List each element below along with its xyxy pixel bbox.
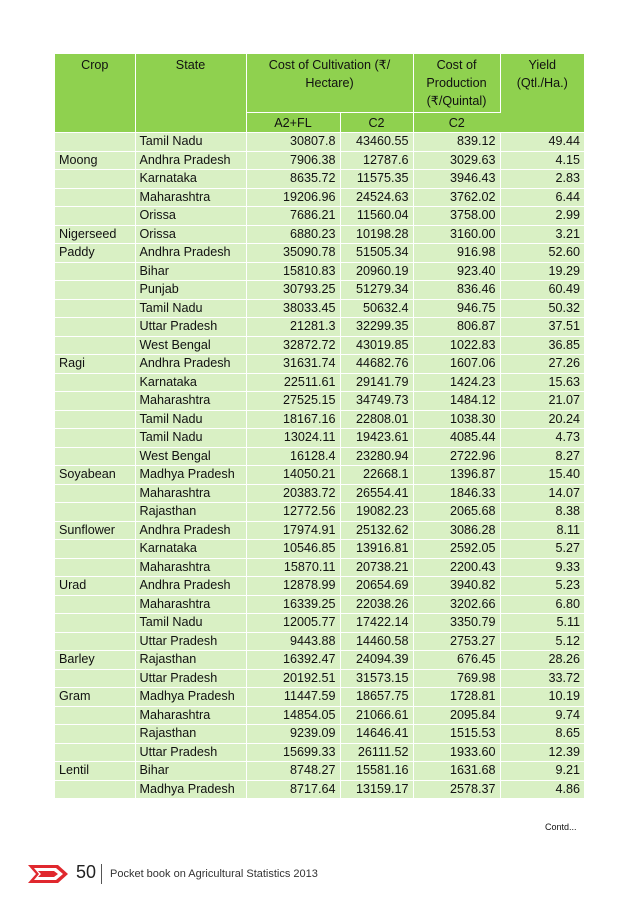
table-row [55, 595, 584, 614]
cell-a2fl: 15699.33 [246, 743, 340, 762]
table-row [55, 336, 584, 355]
cell-crop [55, 373, 135, 392]
cell-state: Karnataka [135, 540, 246, 559]
cell-yield: 2.99 [500, 207, 584, 226]
cell-a2fl: 15870.11 [246, 558, 340, 577]
table-row [55, 318, 584, 337]
cell-a2fl: 10546.85 [246, 540, 340, 559]
cell-c2-production: 1846.33 [413, 484, 500, 503]
cell-c2-cultivation: 21066.61 [340, 706, 413, 725]
cell-c2-production: 946.75 [413, 299, 500, 318]
cell-state: Tamil Nadu [135, 614, 246, 633]
cell-c2-cultivation: 43019.85 [340, 336, 413, 355]
cell-state: Uttar Pradesh [135, 632, 246, 651]
cell-c2-cultivation: 26554.41 [340, 484, 413, 503]
table-row [55, 780, 584, 799]
table-row [55, 299, 584, 318]
cell-state: Madhya Pradesh [135, 688, 246, 707]
header-crop: Crop [55, 54, 135, 133]
cell-c2-production: 806.87 [413, 318, 500, 337]
cell-yield: 49.44 [500, 133, 584, 152]
cell-c2-cultivation: 24524.63 [340, 188, 413, 207]
cell-c2-production: 839.12 [413, 133, 500, 152]
cell-c2-cultivation: 34749.73 [340, 392, 413, 411]
cell-a2fl: 38033.45 [246, 299, 340, 318]
cell-crop [55, 706, 135, 725]
cell-crop [55, 281, 135, 300]
cell-a2fl: 15810.83 [246, 262, 340, 281]
cell-state: Madhya Pradesh [135, 466, 246, 485]
cell-c2-cultivation: 51505.34 [340, 244, 413, 263]
cell-c2-cultivation: 44682.76 [340, 355, 413, 374]
table-row [55, 669, 584, 688]
cell-yield: 9.33 [500, 558, 584, 577]
cell-state: Tamil Nadu [135, 429, 246, 448]
table-row [55, 170, 584, 189]
cell-c2-production: 1728.81 [413, 688, 500, 707]
table-body [55, 133, 584, 799]
cell-a2fl: 12772.56 [246, 503, 340, 522]
cell-yield: 5.11 [500, 614, 584, 633]
cell-crop: Urad [55, 577, 135, 596]
cell-yield: 36.85 [500, 336, 584, 355]
cell-c2-production: 2753.27 [413, 632, 500, 651]
cell-state: Madhya Pradesh [135, 780, 246, 799]
cell-a2fl: 18167.16 [246, 410, 340, 429]
cell-c2-cultivation: 22808.01 [340, 410, 413, 429]
subheader-a2fl: A2+FL [246, 113, 340, 133]
cell-c2-cultivation: 17422.14 [340, 614, 413, 633]
cell-a2fl: 9239.09 [246, 725, 340, 744]
cell-c2-production: 1631.68 [413, 762, 500, 781]
table-row [55, 447, 584, 466]
cell-yield: 4.73 [500, 429, 584, 448]
cell-a2fl: 9443.88 [246, 632, 340, 651]
cell-state: Karnataka [135, 170, 246, 189]
cell-yield: 60.49 [500, 281, 584, 300]
cell-yield: 3.21 [500, 225, 584, 244]
cell-c2-production: 2722.96 [413, 447, 500, 466]
cell-a2fl: 12005.77 [246, 614, 340, 633]
table-row [55, 355, 584, 374]
cell-a2fl: 13024.11 [246, 429, 340, 448]
footer-separator [101, 864, 102, 884]
table-row [55, 558, 584, 577]
cell-c2-cultivation: 23280.94 [340, 447, 413, 466]
book-title: Pocket book on Agricultural Statistics 2013 [110, 868, 318, 880]
cell-c2-production: 676.45 [413, 651, 500, 670]
cell-c2-production: 2578.37 [413, 780, 500, 799]
cell-a2fl: 27525.15 [246, 392, 340, 411]
cell-state: Orissa [135, 225, 246, 244]
cell-crop: Ragi [55, 355, 135, 374]
cell-state: Tamil Nadu [135, 410, 246, 429]
cell-a2fl: 17974.91 [246, 521, 340, 540]
cell-c2-cultivation: 20738.21 [340, 558, 413, 577]
cell-a2fl: 7686.21 [246, 207, 340, 226]
cell-crop [55, 429, 135, 448]
cell-yield: 2.83 [500, 170, 584, 189]
cell-yield: 8.38 [500, 503, 584, 522]
cell-c2-production: 3086.28 [413, 521, 500, 540]
cell-a2fl: 32872.72 [246, 336, 340, 355]
cell-c2-production: 1022.83 [413, 336, 500, 355]
cell-c2-production: 923.40 [413, 262, 500, 281]
table-row [55, 725, 584, 744]
cell-yield: 52.60 [500, 244, 584, 263]
table-row [55, 151, 584, 170]
table-row [55, 410, 584, 429]
cell-a2fl: 19206.96 [246, 188, 340, 207]
cell-c2-cultivation: 12787.6 [340, 151, 413, 170]
cell-c2-cultivation: 22038.26 [340, 595, 413, 614]
cell-state: Uttar Pradesh [135, 318, 246, 337]
cell-c2-cultivation: 18657.75 [340, 688, 413, 707]
cell-state: Punjab [135, 281, 246, 300]
cell-a2fl: 11447.59 [246, 688, 340, 707]
cell-crop [55, 336, 135, 355]
cell-a2fl: 20383.72 [246, 484, 340, 503]
cell-crop: Gram [55, 688, 135, 707]
cell-yield: 10.19 [500, 688, 584, 707]
cell-c2-cultivation: 50632.4 [340, 299, 413, 318]
cell-state: Rajasthan [135, 503, 246, 522]
cell-a2fl: 8748.27 [246, 762, 340, 781]
cell-state: Maharashtra [135, 188, 246, 207]
cell-crop [55, 299, 135, 318]
cell-yield: 4.86 [500, 780, 584, 799]
cell-state: Andhra Pradesh [135, 521, 246, 540]
cell-c2-production: 4085.44 [413, 429, 500, 448]
cell-c2-cultivation: 20960.19 [340, 262, 413, 281]
table-row [55, 207, 584, 226]
header-state: State [135, 54, 246, 133]
cell-state: West Bengal [135, 336, 246, 355]
cell-crop [55, 170, 135, 189]
table-row [55, 429, 584, 448]
subheader-c2-cultivation: C2 [340, 113, 413, 133]
table-row [55, 577, 584, 596]
cell-c2-production: 1424.23 [413, 373, 500, 392]
cell-c2-production: 1484.12 [413, 392, 500, 411]
cell-c2-cultivation: 29141.79 [340, 373, 413, 392]
cell-crop [55, 484, 135, 503]
cell-a2fl: 31631.74 [246, 355, 340, 374]
cell-c2-cultivation: 32299.35 [340, 318, 413, 337]
cell-a2fl: 7906.38 [246, 151, 340, 170]
table-row [55, 743, 584, 762]
cell-yield: 15.63 [500, 373, 584, 392]
cell-a2fl: 16339.25 [246, 595, 340, 614]
cell-yield: 21.07 [500, 392, 584, 411]
cell-crop [55, 262, 135, 281]
cell-yield: 37.51 [500, 318, 584, 337]
cell-yield: 27.26 [500, 355, 584, 374]
cell-c2-cultivation: 11560.04 [340, 207, 413, 226]
page-number: 50 [76, 862, 97, 882]
cell-a2fl: 22511.61 [246, 373, 340, 392]
table-row [55, 188, 584, 207]
cell-state: Andhra Pradesh [135, 244, 246, 263]
cell-crop [55, 780, 135, 799]
cell-c2-cultivation: 24094.39 [340, 651, 413, 670]
table-row [55, 373, 584, 392]
cell-state: Maharashtra [135, 595, 246, 614]
continued-note: Contd... [545, 822, 577, 832]
cell-state: West Bengal [135, 447, 246, 466]
cell-c2-cultivation: 13916.81 [340, 540, 413, 559]
cell-yield: 20.24 [500, 410, 584, 429]
table-row [55, 688, 584, 707]
cell-crop [55, 743, 135, 762]
cell-a2fl: 30807.8 [246, 133, 340, 152]
cell-state: Andhra Pradesh [135, 577, 246, 596]
cell-state: Orissa [135, 207, 246, 226]
cell-c2-cultivation: 26111.52 [340, 743, 413, 762]
cell-a2fl: 16392.47 [246, 651, 340, 670]
cell-a2fl: 12878.99 [246, 577, 340, 596]
cell-crop [55, 632, 135, 651]
cell-c2-production: 916.98 [413, 244, 500, 263]
cell-yield: 5.12 [500, 632, 584, 651]
header-cost-cultivation: Cost of Cultivation (₹/ Hectare) [246, 54, 413, 113]
cell-state: Uttar Pradesh [135, 669, 246, 688]
cell-yield: 8.27 [500, 447, 584, 466]
cell-c2-production: 3202.66 [413, 595, 500, 614]
statistics-table-wrapper [55, 54, 584, 799]
cell-c2-production: 2592.05 [413, 540, 500, 559]
cell-c2-production: 2065.68 [413, 503, 500, 522]
cell-crop: Lentil [55, 762, 135, 781]
cell-state: Bihar [135, 762, 246, 781]
table-row [55, 614, 584, 633]
cell-a2fl: 8635.72 [246, 170, 340, 189]
cell-a2fl: 35090.78 [246, 244, 340, 263]
cell-c2-production: 3946.43 [413, 170, 500, 189]
cell-yield: 15.40 [500, 466, 584, 485]
cell-state: Andhra Pradesh [135, 151, 246, 170]
cell-state: Tamil Nadu [135, 133, 246, 152]
header-yield: Yield (Qtl./Ha.) [500, 54, 584, 133]
cell-c2-cultivation: 13159.17 [340, 780, 413, 799]
cell-crop [55, 725, 135, 744]
cell-c2-production: 2095.84 [413, 706, 500, 725]
table-row [55, 281, 584, 300]
cell-yield: 8.65 [500, 725, 584, 744]
table-row [55, 521, 584, 540]
cell-crop [55, 392, 135, 411]
cell-c2-production: 3350.79 [413, 614, 500, 633]
cell-a2fl: 14050.21 [246, 466, 340, 485]
cell-c2-production: 3940.82 [413, 577, 500, 596]
table-row [55, 706, 584, 725]
cell-yield: 9.74 [500, 706, 584, 725]
cell-c2-cultivation: 19423.61 [340, 429, 413, 448]
cell-c2-cultivation: 51279.34 [340, 281, 413, 300]
cell-yield: 19.29 [500, 262, 584, 281]
cell-c2-production: 1933.60 [413, 743, 500, 762]
cell-a2fl: 6880.23 [246, 225, 340, 244]
cell-crop [55, 447, 135, 466]
cell-c2-production: 3160.00 [413, 225, 500, 244]
cell-a2fl: 14854.05 [246, 706, 340, 725]
cell-c2-production: 3762.02 [413, 188, 500, 207]
header-row [55, 54, 584, 113]
cell-c2-cultivation: 14646.41 [340, 725, 413, 744]
cell-c2-production: 1396.87 [413, 466, 500, 485]
cell-crop: Nigerseed [55, 225, 135, 244]
cell-crop [55, 540, 135, 559]
table-row [55, 484, 584, 503]
cell-crop [55, 410, 135, 429]
cell-crop [55, 133, 135, 152]
cell-crop [55, 669, 135, 688]
cell-c2-production: 1607.06 [413, 355, 500, 374]
cell-yield: 6.80 [500, 595, 584, 614]
cell-a2fl: 16128.4 [246, 447, 340, 466]
cell-yield: 28.26 [500, 651, 584, 670]
cell-c2-cultivation: 11575.35 [340, 170, 413, 189]
cell-yield: 6.44 [500, 188, 584, 207]
table-row [55, 225, 584, 244]
cell-state: Bihar [135, 262, 246, 281]
cell-yield: 50.32 [500, 299, 584, 318]
cell-a2fl: 21281.3 [246, 318, 340, 337]
cell-state: Karnataka [135, 373, 246, 392]
table-row [55, 392, 584, 411]
cell-a2fl: 30793.25 [246, 281, 340, 300]
cell-c2-cultivation: 10198.28 [340, 225, 413, 244]
cell-yield: 9.21 [500, 762, 584, 781]
cell-c2-cultivation: 19082.23 [340, 503, 413, 522]
cell-c2-production: 3029.63 [413, 151, 500, 170]
cell-c2-cultivation: 22668.1 [340, 466, 413, 485]
page-footer [0, 860, 638, 890]
cell-a2fl: 20192.51 [246, 669, 340, 688]
cell-c2-cultivation: 20654.69 [340, 577, 413, 596]
cell-c2-cultivation: 31573.15 [340, 669, 413, 688]
cell-crop [55, 188, 135, 207]
cell-state: Andhra Pradesh [135, 355, 246, 374]
cell-yield: 33.72 [500, 669, 584, 688]
cell-c2-cultivation: 14460.58 [340, 632, 413, 651]
cell-c2-production: 1038.30 [413, 410, 500, 429]
cell-c2-production: 2200.43 [413, 558, 500, 577]
table-row [55, 632, 584, 651]
cell-c2-production: 769.98 [413, 669, 500, 688]
cell-state: Uttar Pradesh [135, 743, 246, 762]
cell-crop [55, 207, 135, 226]
cell-crop: Barley [55, 651, 135, 670]
cost-yield-table [55, 54, 584, 799]
cell-c2-production: 836.46 [413, 281, 500, 300]
table-row [55, 651, 584, 670]
cell-a2fl: 8717.64 [246, 780, 340, 799]
cell-crop [55, 558, 135, 577]
cell-c2-production: 1515.53 [413, 725, 500, 744]
cell-c2-cultivation: 25132.62 [340, 521, 413, 540]
table-row [55, 244, 584, 263]
cell-crop: Moong [55, 151, 135, 170]
cell-c2-cultivation: 15581.16 [340, 762, 413, 781]
table-row [55, 503, 584, 522]
cell-crop [55, 318, 135, 337]
cell-state: Maharashtra [135, 484, 246, 503]
table-row [55, 133, 584, 152]
cell-state: Maharashtra [135, 558, 246, 577]
cell-crop [55, 595, 135, 614]
table-row [55, 540, 584, 559]
cell-yield: 5.23 [500, 577, 584, 596]
cell-crop: Paddy [55, 244, 135, 263]
cell-crop [55, 503, 135, 522]
cell-state: Maharashtra [135, 392, 246, 411]
cell-c2-cultivation: 43460.55 [340, 133, 413, 152]
cell-yield: 12.39 [500, 743, 584, 762]
cell-yield: 4.15 [500, 151, 584, 170]
publisher-logo-icon [28, 863, 72, 885]
cell-crop: Sunflower [55, 521, 135, 540]
cell-yield: 5.27 [500, 540, 584, 559]
cell-c2-production: 3758.00 [413, 207, 500, 226]
table-row [55, 466, 584, 485]
subheader-c2-production: C2 [413, 113, 500, 133]
cell-state: Maharashtra [135, 706, 246, 725]
cell-yield: 8.11 [500, 521, 584, 540]
header-cost-production: Cost of Production (₹/Quintal) [413, 54, 500, 113]
cell-yield: 14.07 [500, 484, 584, 503]
cell-state: Rajasthan [135, 651, 246, 670]
table-row [55, 262, 584, 281]
cell-crop: Soyabean [55, 466, 135, 485]
table-row [55, 762, 584, 781]
cell-state: Tamil Nadu [135, 299, 246, 318]
cell-state: Rajasthan [135, 725, 246, 744]
cell-crop [55, 614, 135, 633]
